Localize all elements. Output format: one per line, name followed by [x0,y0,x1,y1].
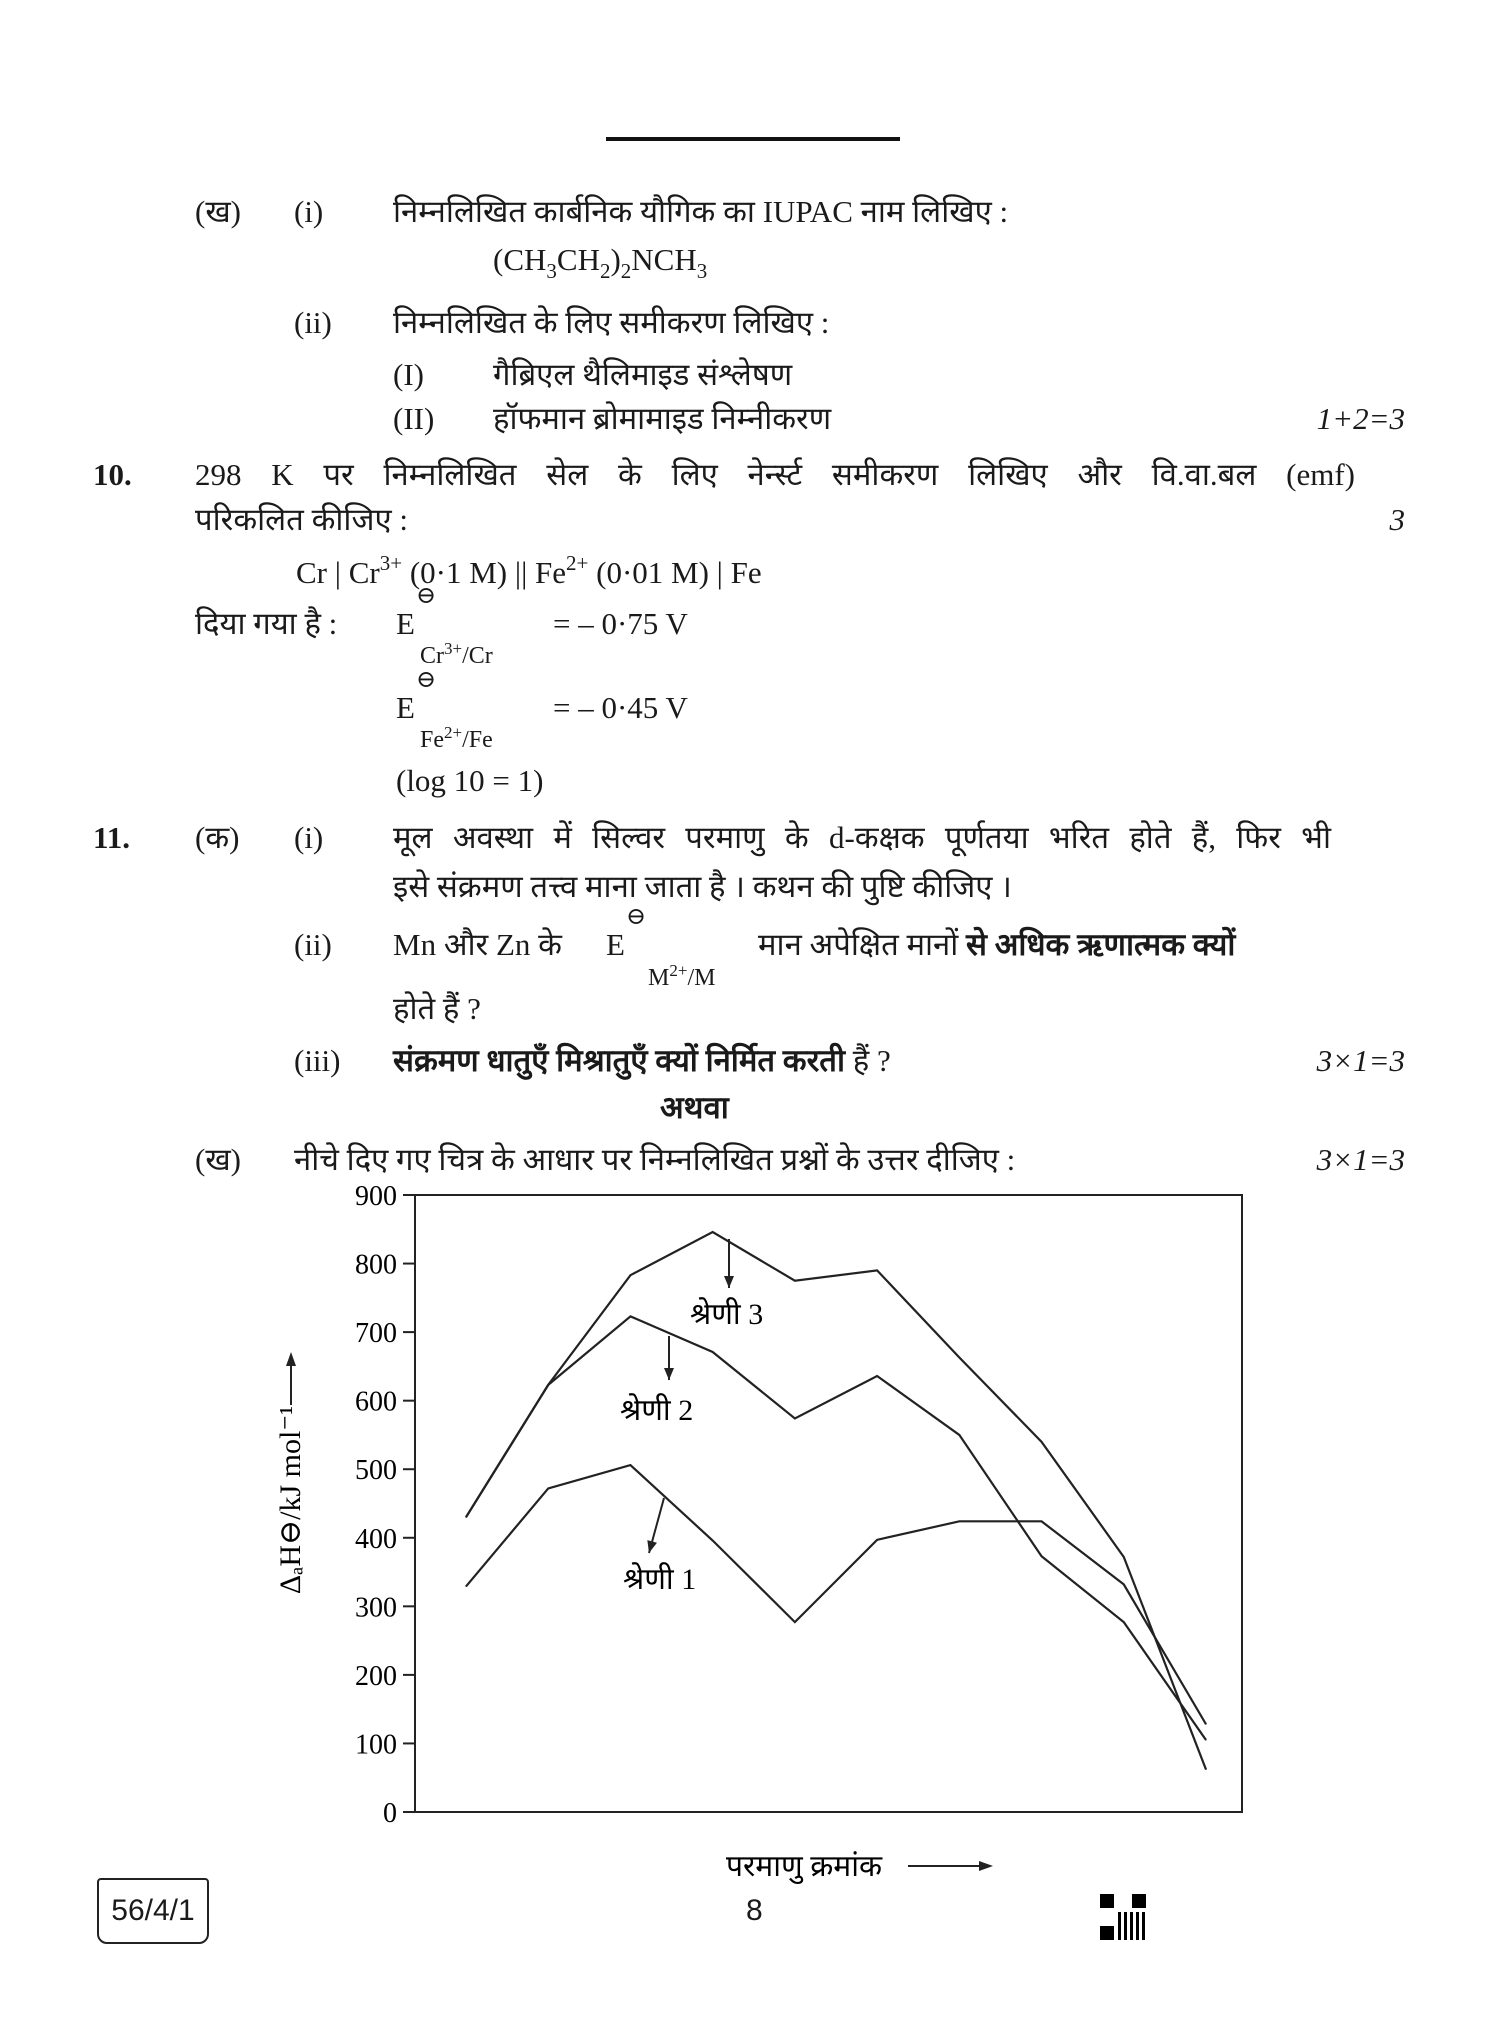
q10-line2: परिकलित कीजिए : [195,502,408,537]
data-point [712,1540,713,1541]
data-point [1041,1556,1042,1557]
data-point [794,1418,795,1419]
q10-log: (log 10 = 1) [396,763,544,798]
y-tick-label: 500 [355,1455,397,1487]
q11a-i-line2: इसे संक्रमण तत्त्व माना जाता है । कथन की पुष्टि कीजिए । [393,869,1012,904]
q9b-i-label: (i) [294,194,324,229]
qr-code-icon [1100,1894,1146,1940]
q10-e1-subscript: $Cr^{3+}/Cr$ [420,639,493,669]
page-number: 8 [746,1894,763,1927]
q9b-ii-label: (ii) [294,305,332,340]
y-tick-label: 400 [355,1523,397,1555]
data-point [959,1434,960,1435]
data-point [1206,1740,1207,1741]
data-point [1041,1521,1042,1522]
q11a-marks: 3×1=3 [1316,1043,1405,1078]
data-point [712,1232,713,1233]
data-point [466,1586,467,1587]
y-tick-label: 600 [355,1386,397,1418]
q11a-ii-subscript: $M^{2+}/M$ [648,961,716,991]
q11a-iii-text: संक्रमण धातुएँ मिश्रातुएँ क्यों निर्मित करती हैं ? [393,1043,891,1078]
series-line-3 [466,1232,1206,1769]
paper-code-badge: 56/4/1 [97,1878,209,1944]
q9b-label: (ख) [195,194,242,229]
series-label: श्रेणी 1 [623,1563,697,1596]
q10-e2-symbol: E [396,690,415,725]
q11a-label: (क) [195,820,240,855]
x-axis-label: परमाणु क्रमांक [726,1850,882,1883]
q9b-I-label: (I) [393,357,424,392]
arrow-head [664,1368,674,1380]
data-point [1206,1724,1207,1725]
q11a-ii-pre: Mn और Zn के [393,927,562,962]
data-point [794,1622,795,1623]
q11a-iii-label: (iii) [294,1043,341,1078]
q9b-ii-text: निम्नलिखित के लिए समीकरण लिखिए : [393,305,830,340]
data-point [630,1316,631,1317]
q10-marks: 3 [1389,502,1405,537]
data-point [630,1465,631,1466]
series-line-1 [466,1465,1206,1724]
q10-e1-value: = – 0·75 V [553,606,688,641]
data-point [466,1517,467,1518]
data-point [794,1280,795,1281]
arrow-head [286,1352,296,1366]
y-tick-label: 700 [355,1318,397,1350]
q11-number: 11. [93,820,131,855]
data-point [630,1275,631,1276]
y-axis-label: ΔₐH⊖/kJ mol⁻¹ [274,1405,307,1595]
arrow-head [979,1861,993,1871]
data-point [877,1270,878,1271]
q9b-i-text: निम्नलिखित कार्बनिक यौगिक का IUPAC नाम लिखिए : [393,194,1009,229]
data-point [959,1357,960,1358]
q9b-II-text: हॉफमान ब्रोमामाइड निम्नीकरण [493,401,832,436]
q11a-i-label: (i) [294,820,324,855]
data-point [1123,1556,1124,1557]
q11b-label: (ख) [195,1142,242,1177]
standard-state-icon: ⊖ [626,904,647,930]
q10-e1-symbol: E [396,606,415,641]
series-label: श्रेणी 3 [690,1298,764,1331]
data-point [548,1384,549,1385]
series-label: श्रेणी 2 [620,1394,694,1427]
data-point [1206,1769,1207,1770]
or-heading: अथवा [660,1090,729,1125]
arrow-head [647,1540,657,1553]
y-tick-label: 0 [383,1798,397,1829]
arrow-head [724,1276,734,1288]
data-point [548,1488,549,1489]
y-tick-label: 800 [355,1249,397,1281]
q11b-marks: 3×1=3 [1316,1142,1405,1177]
q11a-ii-E: E [606,927,625,962]
data-point [1123,1584,1124,1585]
q11a-ii-line2: होते हैं ? [393,991,481,1026]
y-tick-label: 300 [355,1592,397,1624]
q11a-ii-mid: मान अपेक्षित मानों से अधिक ऋणात्मक क्यों [758,927,1236,962]
y-tick-label: 200 [355,1660,397,1692]
y-tick-label: 900 [355,1181,397,1212]
data-point [712,1351,713,1352]
q9b-formula: $(CH_3CH_2)_2NCH_3$ [493,242,708,283]
standard-state-icon: ⊖ [416,583,437,609]
q10-e2-value: = – 0·45 V [553,690,688,725]
q9b-marks: 1+2=3 [1316,401,1405,436]
q11a-i-line1: मूल अवस्था में सिल्वर परमाणु के d-कक्षक पूर्णतया भरित होते हैं, फिर भी [393,820,1331,855]
data-point [959,1521,960,1522]
q10-line1: 298 K पर निम्नलिखित सेल के लिए नेर्न्स्ट समीकरण लिखिए और वि.वा.बल (emf) [195,457,1355,492]
data-point [877,1539,878,1540]
data-point [877,1375,878,1376]
q11b-text: नीचे दिए गए चित्र के आधार पर निम्नलिखित प्रश्नों के उत्तर दीजिए : [294,1142,1016,1177]
q11a-ii-label: (ii) [294,927,332,962]
q9b-II-label: (II) [393,401,435,436]
plot-frame [415,1195,1242,1812]
standard-state-icon: ⊖ [416,667,437,693]
series-line-2 [466,1316,1206,1740]
y-tick-label: 100 [355,1729,397,1761]
q9b-I-text: गैब्रिएल थैलिमाइड संश्लेषण [493,357,793,392]
q10-e2-subscript: $Fe^{2+}/Fe$ [420,723,493,753]
q10-given-label: दिया गया है : [195,606,338,641]
q10-number: 10. [93,457,132,492]
data-point [1041,1441,1042,1442]
data-point [1123,1622,1124,1623]
q10-cell: Cr | $Cr^{3+}$ (0·1 M) || $Fe^{2+}$ (0·01 M) | Fe [296,551,762,590]
